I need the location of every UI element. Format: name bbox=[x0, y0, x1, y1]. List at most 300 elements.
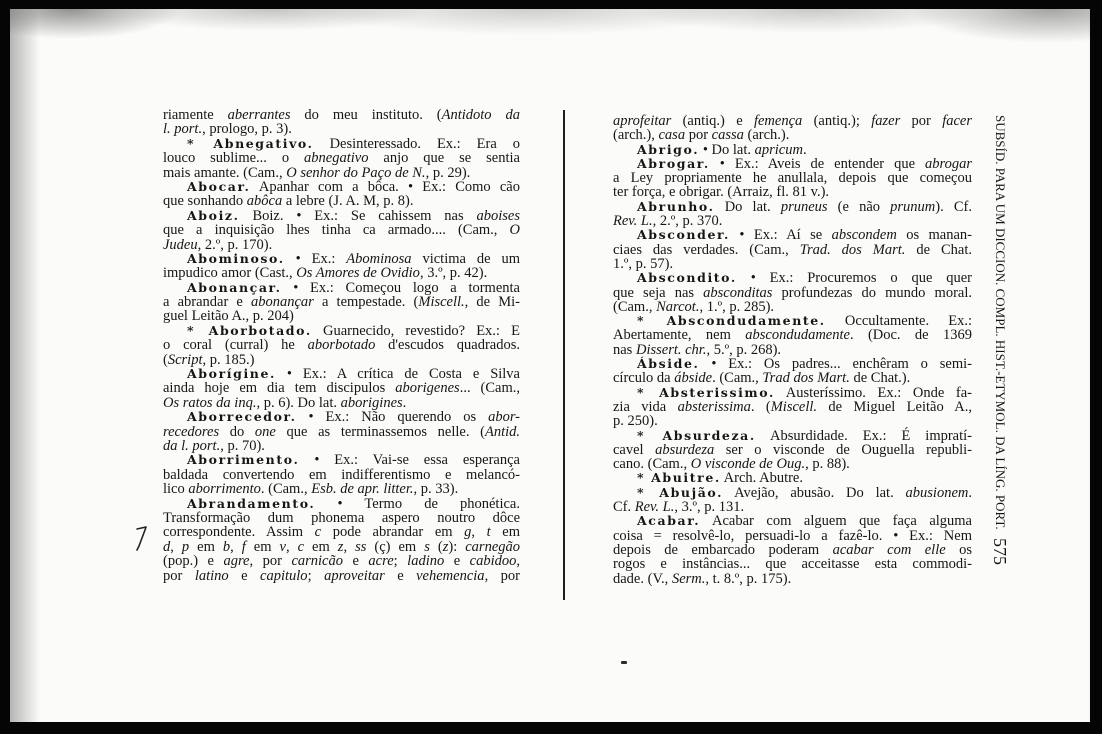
headword: Abonançar. bbox=[187, 279, 282, 295]
text-run: (pop.) e bbox=[163, 553, 224, 570]
text-line bbox=[613, 185, 972, 199]
italic-text: acabar com elle bbox=[832, 541, 946, 558]
dictionary-entry bbox=[613, 486, 972, 515]
text-run: e bbox=[384, 567, 417, 584]
text-run: • Ex.: Os padres... enchêram o semi- bbox=[699, 356, 972, 373]
italic-text: s bbox=[424, 538, 430, 555]
italic-text: Trad dos Mart. bbox=[762, 370, 850, 387]
text-run: e bbox=[342, 553, 369, 570]
text-line bbox=[163, 353, 520, 367]
text-line bbox=[613, 543, 972, 557]
text-run: ; bbox=[307, 567, 325, 584]
dictionary-entry bbox=[163, 453, 520, 496]
text-run: impudico amor (Cast., bbox=[163, 265, 297, 282]
text-run: , p. 70). bbox=[220, 437, 265, 454]
text-line bbox=[613, 271, 972, 285]
italic-text: l. port. bbox=[163, 121, 203, 138]
text-run: , bbox=[471, 524, 487, 541]
text-run: cavel bbox=[613, 441, 656, 458]
text-line bbox=[613, 257, 972, 271]
text-run: os manan- bbox=[896, 227, 973, 244]
headword: Aborrecedor. bbox=[187, 409, 297, 425]
text-line bbox=[163, 525, 520, 539]
text-line bbox=[613, 429, 972, 443]
italic-text: Antid. bbox=[484, 423, 521, 440]
text-run: d'escudos quadrados. bbox=[375, 337, 520, 354]
text-run: por bbox=[163, 567, 195, 584]
text-line bbox=[613, 343, 972, 357]
dictionary-entry bbox=[613, 314, 972, 357]
italic-text: absurdeza bbox=[655, 441, 715, 458]
text-run: . (Cam., bbox=[260, 481, 312, 498]
text-run: , bbox=[230, 538, 242, 555]
text-run: rogos e instâncias... que acceitasse esta commodi- bbox=[613, 556, 972, 573]
text-run: de Miguel Leitão A., bbox=[817, 398, 972, 415]
headword: Absconder. bbox=[637, 227, 730, 243]
italic-text: Serm. bbox=[671, 570, 706, 587]
italic-text: capitulo bbox=[260, 567, 308, 584]
text-line bbox=[163, 180, 520, 194]
italic-text: abnegativo bbox=[304, 150, 369, 167]
text-run: a abrandar e bbox=[163, 294, 251, 311]
text-run: profundezas do mundo moral. bbox=[772, 284, 972, 301]
text-run: Austeríssimo. Ex.: Onde fa- bbox=[774, 384, 972, 401]
text-run: . bbox=[402, 394, 407, 411]
text-run: riamente bbox=[163, 107, 228, 123]
italic-text: Narcot. bbox=[656, 298, 700, 315]
italic-text: acre bbox=[368, 553, 394, 570]
text-line bbox=[613, 128, 972, 142]
headword: * Abscondudamente. bbox=[637, 313, 826, 329]
italic-text: O senhor do Paço de N. bbox=[286, 164, 426, 181]
dictionary-entry bbox=[613, 514, 972, 585]
text-run: (antiq.) e bbox=[671, 113, 754, 129]
text-line bbox=[163, 194, 520, 208]
text-run: a tempestade. ( bbox=[313, 294, 419, 311]
text-run: ainda hoje em dia tem discipulos bbox=[163, 380, 396, 397]
dictionary-entry bbox=[613, 114, 972, 143]
text-run: Do lat. bbox=[714, 198, 781, 215]
text-run: Absurdidade. Ex.: É impratí- bbox=[755, 427, 972, 444]
text-line bbox=[613, 214, 972, 228]
italic-text: Miscell. bbox=[770, 398, 818, 415]
text-run: , 2.º, p. 370. bbox=[652, 213, 723, 230]
right-column bbox=[613, 114, 972, 586]
headword: Abrandamento. bbox=[187, 495, 316, 511]
text-line bbox=[163, 108, 520, 122]
text-line bbox=[163, 122, 520, 136]
italic-text: abôca bbox=[246, 193, 283, 210]
text-run: , 3.º, p. 131. bbox=[674, 499, 745, 516]
text-run: (arch.). bbox=[743, 127, 790, 144]
text-run: , bbox=[343, 538, 356, 555]
text-run: baldada convertendo em indifferentismo e melancó- bbox=[163, 466, 520, 483]
italic-text: carnicão bbox=[291, 553, 343, 570]
text-line bbox=[163, 554, 520, 568]
text-run: guel Leitão A., p. 204) bbox=[163, 308, 294, 325]
running-header-title: SUBSÍD. PARA UM DICCION. COMPL. HIST.-ETYMOL. DA LÍNG. PORT. bbox=[993, 115, 1008, 530]
text-run: nas bbox=[613, 341, 636, 358]
text-line bbox=[613, 386, 972, 400]
text-line bbox=[613, 400, 972, 414]
text-run: • Ex.: Vai-se essa esperança bbox=[299, 452, 520, 469]
text-line bbox=[163, 410, 520, 424]
text-run: ( bbox=[163, 351, 168, 368]
italic-text: absterissima bbox=[677, 398, 751, 415]
headword: * Absterissimo. bbox=[637, 384, 775, 400]
text-run: Boiz. • Ex.: Se cahissem nas bbox=[239, 207, 477, 224]
italic-text: abusionem bbox=[905, 484, 969, 501]
text-run: , bbox=[285, 538, 298, 555]
italic-text: f bbox=[241, 538, 246, 555]
text-line bbox=[613, 529, 972, 543]
headword: Aboiz. bbox=[187, 207, 240, 223]
text-run: , prologo, p. 3). bbox=[202, 121, 292, 138]
text-run: , de Mi- bbox=[464, 294, 520, 311]
text-run: ( bbox=[429, 538, 443, 555]
text-line bbox=[163, 238, 520, 252]
italic-text: aborigenes bbox=[395, 380, 460, 397]
text-run: correspondente. Assim bbox=[163, 524, 315, 541]
italic-text: one bbox=[254, 423, 276, 440]
italic-text: fazer bbox=[871, 113, 901, 129]
text-run: , 1.º, p. 285). bbox=[699, 298, 775, 315]
text-run: cano. (Cam., bbox=[613, 456, 691, 473]
italic-text: ladino bbox=[407, 553, 445, 570]
italic-text: aberrantes bbox=[227, 107, 291, 123]
text-run: , p. 29). bbox=[425, 164, 471, 181]
text-line bbox=[163, 482, 520, 496]
text-run: ter força, e obrigar. (Arraiz, fl. 81 v.). bbox=[613, 184, 830, 201]
text-run: • Ex.: Não querendo os bbox=[296, 409, 489, 426]
text-run: (antiq.); bbox=[802, 113, 872, 129]
text-run: Acabar com alguem que faça alguma bbox=[700, 513, 972, 530]
italic-text: Rev. L. bbox=[613, 213, 653, 230]
text-line bbox=[613, 500, 972, 514]
text-run: • Ex.: Aí se bbox=[730, 227, 832, 244]
text-run: de Chat. bbox=[905, 241, 972, 258]
text-run: a Ley propriamente he anullala, depois que começou bbox=[613, 170, 972, 187]
italic-text: aborigines bbox=[340, 394, 403, 411]
text-run: coisa = resolvê-lo, persuadi-lo a fazê-lo. • Ex.: Nem bbox=[613, 527, 972, 544]
italic-text: Script bbox=[167, 351, 203, 368]
text-run: • Ex.: Começou logo a tormenta bbox=[281, 279, 520, 296]
text-line bbox=[163, 223, 520, 237]
headword: Abrogar. bbox=[637, 155, 710, 171]
headword: Abrigo. bbox=[637, 141, 700, 157]
text-line bbox=[163, 453, 520, 467]
italic-text: carnegão bbox=[465, 538, 521, 555]
text-run: Occultamente. Ex.: bbox=[825, 313, 972, 330]
italic-text: ss bbox=[355, 538, 367, 555]
text-line bbox=[613, 157, 972, 171]
text-line bbox=[613, 300, 972, 314]
text-line bbox=[163, 266, 520, 280]
text-line bbox=[163, 569, 520, 583]
italic-text: abor- bbox=[488, 409, 520, 426]
text-line bbox=[613, 286, 972, 300]
text-line bbox=[613, 200, 972, 214]
dictionary-entry bbox=[613, 157, 972, 200]
text-run: por bbox=[685, 127, 712, 144]
italic-text: Trad. dos Mart. bbox=[799, 241, 906, 258]
text-run: em bbox=[245, 538, 280, 555]
italic-text: b bbox=[222, 538, 231, 555]
italic-text: prunum bbox=[890, 198, 936, 215]
italic-text: apricum bbox=[754, 141, 803, 158]
text-run: Cf. bbox=[613, 499, 635, 516]
text-run: Arch. Abutre. bbox=[720, 470, 803, 487]
italic-text: recedores bbox=[163, 423, 220, 440]
text-run: ... (Cam., bbox=[459, 380, 521, 397]
italic-text: abscondudamente bbox=[745, 327, 850, 344]
text-line bbox=[163, 381, 520, 395]
text-run: Abertamente, nem bbox=[613, 327, 746, 344]
text-run: ser o visconde de Ouguella republi- bbox=[714, 441, 973, 458]
italic-text: ábside bbox=[674, 370, 713, 387]
text-run: dade. (V., bbox=[613, 570, 672, 587]
text-run: • Do lat. bbox=[699, 141, 755, 158]
italic-text: facer bbox=[942, 113, 972, 129]
italic-text: aprofeitar bbox=[613, 113, 672, 129]
text-line bbox=[163, 309, 520, 323]
italic-text: Antidoto da bbox=[441, 107, 520, 123]
text-line bbox=[163, 540, 520, 554]
text-line bbox=[163, 439, 520, 453]
text-line bbox=[613, 414, 972, 428]
text-run: • Ex.: Aveis de entender que bbox=[709, 155, 925, 172]
headword: * Abnegativo. bbox=[187, 135, 314, 151]
text-line bbox=[163, 166, 520, 180]
text-line bbox=[613, 314, 972, 328]
text-line bbox=[613, 486, 972, 500]
italic-text: abonançar bbox=[251, 294, 314, 311]
text-run: p. 250). bbox=[613, 413, 658, 430]
dictionary-entry bbox=[163, 252, 520, 281]
headword: * Abuitre. bbox=[637, 470, 721, 486]
dictionary-entry bbox=[163, 108, 520, 137]
text-line bbox=[613, 457, 972, 471]
italic-text: aboises bbox=[476, 207, 520, 224]
text-run: (ç) em bbox=[366, 538, 425, 555]
italic-text: g bbox=[464, 524, 472, 541]
text-line bbox=[163, 396, 520, 410]
text-line bbox=[613, 443, 972, 457]
headword: Abrunho. bbox=[637, 198, 715, 214]
column-divider bbox=[563, 110, 565, 600]
text-line bbox=[613, 514, 972, 528]
text-run: o coral (curral) he bbox=[163, 337, 308, 354]
italic-text: Judeu bbox=[163, 236, 198, 253]
text-line bbox=[163, 252, 520, 266]
text-run: (Cam., bbox=[613, 298, 657, 315]
text-line bbox=[613, 143, 972, 157]
italic-text: z bbox=[442, 538, 449, 555]
text-run: . (Doc. de 1369 bbox=[849, 327, 973, 344]
text-run: , por bbox=[484, 567, 520, 584]
ink-speck bbox=[621, 661, 627, 664]
text-line bbox=[163, 151, 520, 165]
text-run: , p. 6). Do lat. bbox=[256, 394, 341, 411]
italic-text: Os ratos da inq. bbox=[163, 394, 257, 411]
text-run: (e não bbox=[827, 198, 891, 215]
text-run: , 2.º, p. 170). bbox=[197, 236, 273, 253]
text-line bbox=[163, 367, 520, 381]
text-run: os bbox=[945, 541, 973, 558]
text-run: ). Cf. bbox=[935, 198, 972, 215]
text-run: , bbox=[516, 553, 520, 570]
headword: Abscondito. bbox=[637, 270, 737, 286]
page-number: 575 bbox=[990, 537, 1010, 565]
italic-text: absconditas bbox=[703, 284, 773, 301]
text-run: e bbox=[228, 567, 261, 584]
headword: Aborígine. bbox=[187, 366, 276, 382]
headword: Ábside. bbox=[637, 356, 700, 372]
italic-text: Dissert. chr. bbox=[635, 341, 707, 358]
text-run: • Ex.: A crítica de Costa e Silva bbox=[276, 366, 520, 383]
text-run: Desinteressado. Ex.: Era o bbox=[313, 135, 520, 152]
text-line bbox=[163, 468, 520, 482]
text-run: , bbox=[170, 538, 182, 555]
text-run: . bbox=[968, 484, 972, 501]
text-run: anjo que se sentia bbox=[368, 150, 520, 167]
italic-text: z bbox=[337, 538, 344, 555]
headword: Abominoso. bbox=[187, 250, 285, 266]
text-run: (arch.), bbox=[613, 127, 659, 144]
text-run: ; bbox=[393, 553, 408, 570]
text-run: círculo da bbox=[613, 370, 675, 387]
text-run: Transformação dum phonema aspero noutro dôce bbox=[163, 509, 520, 526]
text-run: louco sublime... o bbox=[163, 150, 305, 167]
italic-text: casa bbox=[658, 127, 686, 144]
italic-text: Rev. L. bbox=[634, 499, 675, 516]
text-run: , p. 185.) bbox=[202, 351, 255, 368]
text-run: ciaes das verdades. (Cam., bbox=[613, 241, 800, 258]
dictionary-entry bbox=[163, 137, 520, 180]
text-line bbox=[613, 357, 972, 371]
italic-text: v bbox=[279, 538, 286, 555]
italic-text: Miscell. bbox=[418, 294, 465, 311]
text-run: , por bbox=[249, 553, 292, 570]
text-line bbox=[163, 281, 520, 295]
text-run: , t. 8.º, p. 175). bbox=[705, 570, 792, 587]
text-run: por bbox=[900, 113, 943, 129]
page-edge-shadow bbox=[1088, 9, 1102, 722]
italic-text: O visconde de Oug. bbox=[690, 456, 806, 473]
dictionary-entry bbox=[613, 271, 972, 314]
italic-text: femença bbox=[753, 113, 803, 129]
italic-text: abrogar bbox=[925, 155, 972, 172]
text-line bbox=[163, 511, 520, 525]
dictionary-entry bbox=[163, 281, 520, 324]
text-run: . bbox=[802, 141, 807, 158]
dictionary-entry bbox=[163, 410, 520, 453]
italic-text: cabidoo bbox=[469, 553, 517, 570]
text-run: , p. 88). bbox=[805, 456, 850, 473]
text-line bbox=[163, 209, 520, 223]
dictionary-entry bbox=[613, 386, 972, 429]
text-run: . ( bbox=[750, 398, 771, 415]
text-run: em bbox=[189, 538, 223, 555]
text-run: do meu instituto. ( bbox=[290, 107, 442, 123]
italic-text: aproveitar bbox=[324, 567, 385, 584]
dictionary-entry bbox=[613, 357, 972, 386]
italic-text: t bbox=[486, 524, 491, 541]
headword: * Aborbotado. bbox=[187, 322, 312, 338]
text-line bbox=[613, 228, 972, 242]
text-run: mais amante. (Cam., bbox=[163, 164, 287, 181]
italic-text: aborrimento bbox=[188, 481, 261, 498]
text-line bbox=[613, 114, 972, 128]
headword: * Abujão. bbox=[637, 484, 724, 500]
text-line bbox=[613, 557, 972, 571]
text-run: e bbox=[444, 553, 470, 570]
text-line bbox=[613, 171, 972, 185]
dictionary-entry bbox=[163, 497, 520, 583]
italic-text: Esb. de apr. litter. bbox=[311, 481, 414, 498]
margin-pencil-mark bbox=[133, 524, 151, 552]
italic-text: cassa bbox=[711, 127, 744, 144]
text-run: lico bbox=[163, 481, 189, 498]
text-line bbox=[163, 324, 520, 338]
italic-text: abscondem bbox=[831, 227, 897, 244]
text-run: ): bbox=[448, 538, 466, 555]
text-line bbox=[613, 371, 972, 385]
text-run: , p. 33). bbox=[413, 481, 459, 498]
text-line bbox=[613, 328, 972, 342]
text-run: , 5.º, p. 268). bbox=[706, 341, 782, 358]
text-run: pode abrandar em bbox=[321, 524, 465, 541]
text-line bbox=[163, 295, 520, 309]
text-line bbox=[163, 425, 520, 439]
text-run: que as terminassemos nelle. ( bbox=[275, 423, 485, 440]
dictionary-entry bbox=[613, 143, 972, 157]
text-run: que sonhando bbox=[163, 193, 247, 210]
dictionary-entry bbox=[163, 180, 520, 209]
italic-text: pruneus bbox=[780, 198, 828, 215]
text-run: 1.º, p. 57). bbox=[613, 255, 674, 272]
text-run: a lebre (J. A. M, p. 8). bbox=[282, 193, 414, 210]
text-run: em bbox=[490, 524, 520, 541]
text-line bbox=[163, 497, 520, 511]
italic-text: Abominosa bbox=[346, 250, 412, 267]
text-run: , 3.º, p. 42). bbox=[419, 265, 488, 282]
dictionary-entry bbox=[613, 200, 972, 229]
text-run: que a inquisição lhes tinha ca armado.... (Cam., bbox=[163, 222, 510, 239]
italic-text: O bbox=[509, 222, 520, 239]
text-run: de Chat.). bbox=[849, 370, 911, 387]
headword: * Absurdeza. bbox=[637, 427, 756, 443]
italic-text: latino bbox=[194, 567, 229, 584]
text-run: . (Cam., bbox=[712, 370, 763, 387]
text-line bbox=[613, 243, 972, 257]
dictionary-entry bbox=[163, 367, 520, 410]
italic-text: agre bbox=[223, 553, 250, 570]
italic-text: d bbox=[163, 538, 171, 555]
headword: Acabar. bbox=[637, 513, 701, 529]
running-header bbox=[990, 115, 1010, 605]
text-run: do bbox=[219, 423, 255, 440]
text-run: Avejão, abusão. Do lat. bbox=[723, 484, 906, 501]
text-run: Guarnecido, revestido? Ex.: E bbox=[311, 322, 520, 339]
italic-text: c bbox=[314, 524, 322, 541]
text-run: • Termo de phonética. bbox=[315, 495, 520, 512]
dictionary-entry bbox=[613, 228, 972, 271]
text-line bbox=[163, 338, 520, 352]
text-line bbox=[163, 137, 520, 151]
text-run: victima de um bbox=[411, 250, 521, 267]
text-run: que seja nas bbox=[613, 284, 704, 301]
